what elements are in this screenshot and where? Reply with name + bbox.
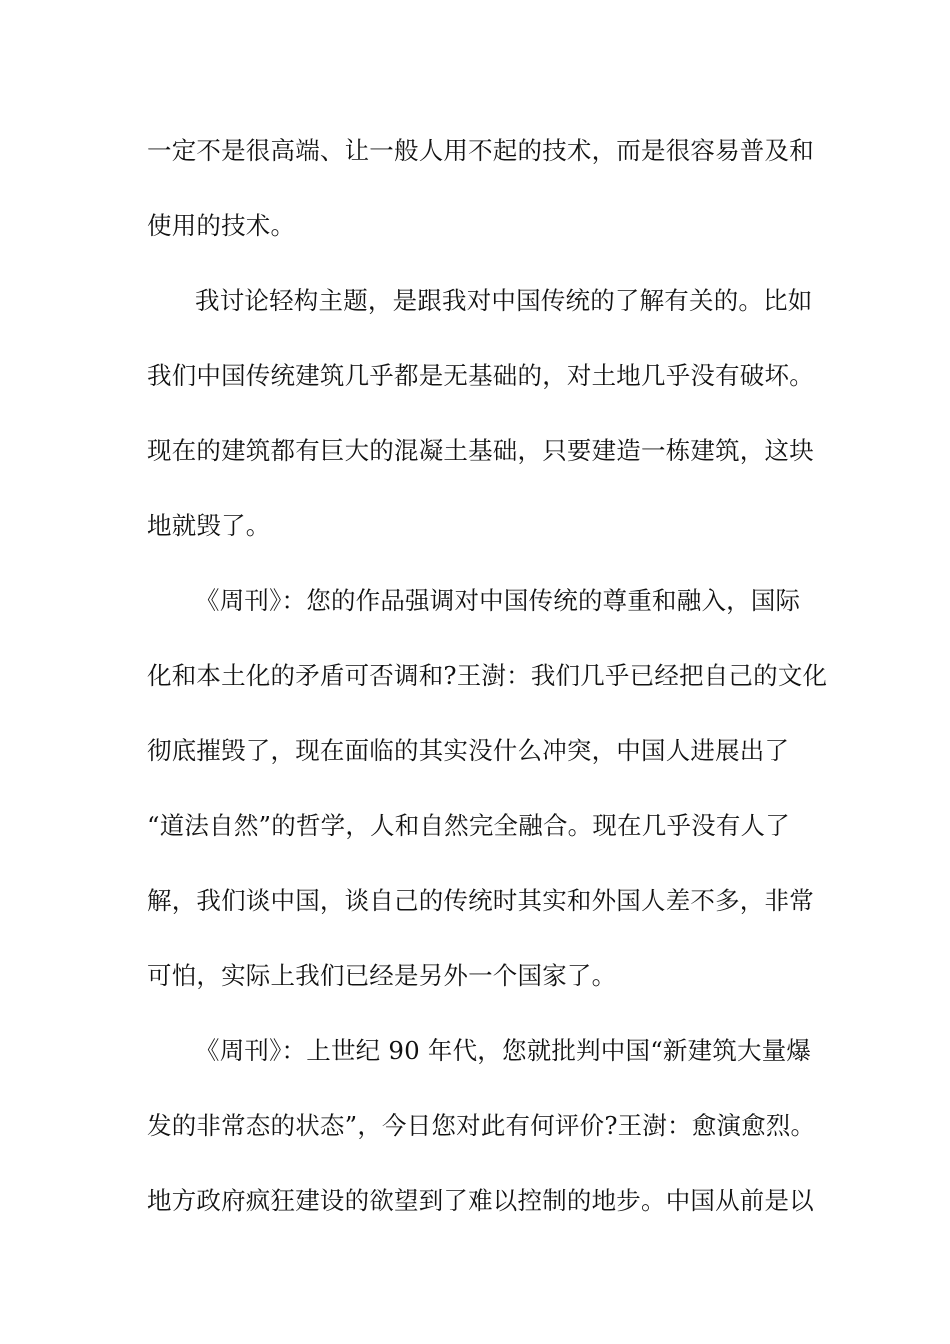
text-line: 地就毁了。 [147, 511, 271, 540]
paragraph-start-line: 《周刊》：您的作品强调对中国传统的尊重和融入，国际 [195, 586, 801, 615]
text-line: 地方政府疯狂建设的欲望到了难以控制的地步。中国从前是以 [147, 1186, 814, 1215]
text-line: 一定不是很高端、让一般人用不起的技术，而是很容易普及和 [147, 136, 814, 165]
paragraph-start-line: 《周刊》：上世纪 90 年代，您就批判中国“新建筑大量爆 [195, 1036, 812, 1065]
text-line: 现在的建筑都有巨大的混凝土基础，只要建造一栋建筑，这块 [147, 436, 814, 465]
text-line: 发的非常态的状态”，今日您对此有何评价?王澍：愈演愈烈。 [147, 1111, 816, 1140]
text-line: 化和本土化的矛盾可否调和?王澍：我们几乎已经把自己的文化 [147, 661, 828, 690]
text-line: 解，我们谈中国，谈自己的传统时其实和外国人差不多，非常 [147, 886, 814, 915]
text-line: 彻底摧毁了，现在面临的其实没什么冲突，中国人进展出了 [147, 736, 790, 765]
paragraph-start-line: 我讨论轻构主题，是跟我对中国传统的了解有关的。比如 [195, 286, 813, 315]
text-line: 我们中国传统建筑几乎都是无基础的，对土地几乎没有破坏。 [147, 361, 814, 390]
text-line: 使用的技术。 [147, 211, 296, 240]
text-line: “道法自然”的哲学，人和自然完全融合。现在几乎没有人了 [147, 811, 790, 840]
text-line: 可怕，实际上我们已经是另外一个国家了。 [147, 961, 617, 990]
